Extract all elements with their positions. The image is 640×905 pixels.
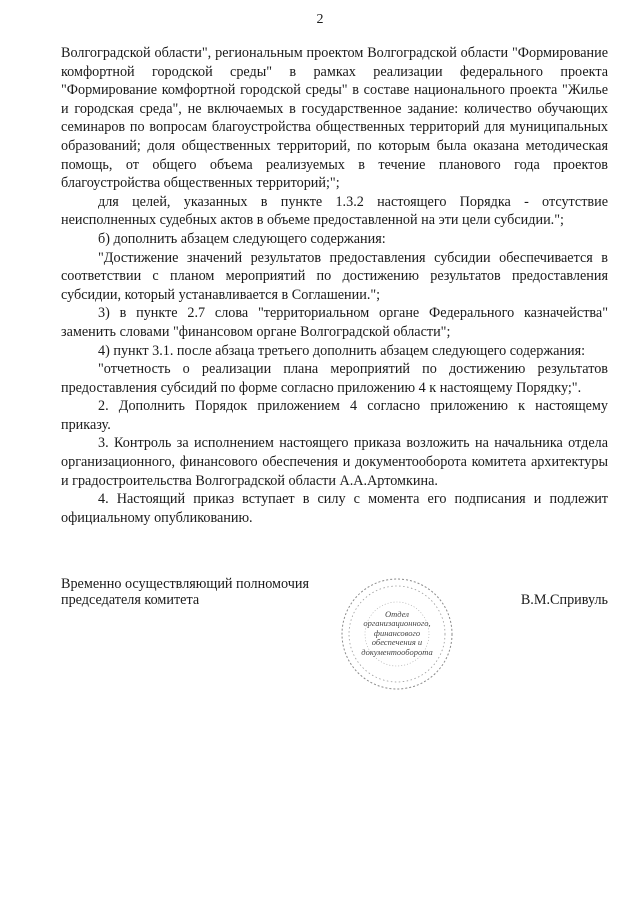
stamp-line: обеспечения и <box>371 637 423 648</box>
paragraph: 3. Контроль за исполнением настоящего приказа возложить на начальника отдела организационного, финансового обеспечения и документооборота комитета архитектуры и градостроительства Волгоградской области А.А.Артомкина. <box>61 435 608 489</box>
stamp-text <box>339 610 455 657</box>
paragraph: "отчетность о реализации плана мероприятий по достижению результатов предоставления субсидий по форме согласно приложению 4 к настоящему Порядку;". <box>61 361 608 396</box>
stamp-line: организационного, <box>363 618 431 629</box>
paragraph: б) дополнить абзацем следующего содержания: <box>98 230 386 247</box>
paragraph: 4. Настоящий приказ вступает в силу с момента его подписания и подлежит официальному опубликованию. <box>61 491 608 526</box>
stamp-line: Отдел <box>385 609 409 619</box>
signatory-position-line: председателя комитета <box>61 592 200 608</box>
paragraph: Волгоградской области", региональным проектом Волгоградской области "Формирование комфортной городской среды" в рамках реализации федерального проекта "Формирование комфортной городской среды" в составе национального проекта "Жилье и городская среда", не включаемых в государственное задание: количество обучающих семинаров по вопросам благоустройства общественных территорий для муниципальных образований; доля общественных территорий, по которым была оказана методическая помощь, от общего объема реализуемых в течение планового года проектов благоустройства общественных территорий;"; <box>61 45 608 192</box>
paragraph: 2. Дополнить Порядок приложением 4 согласно приложению к настоящему приказу. <box>61 398 608 433</box>
page-number: 2 <box>316 12 324 27</box>
signatory-position-line: Временно осуществляющий полномочия <box>61 576 310 592</box>
stamp-line: финансового <box>373 627 421 638</box>
paragraph: для целей, указанных в пункте 1.3.2 настоящего Порядка - отсутствие неисполненных судебных актов в объеме предоставленной на эти цели субсидии."; <box>61 193 608 229</box>
paragraph: 3) в пункте 2.7 слова "территориальном органе Федерального казначейства" заменить словами "финансовом органе Волгоградской области"; <box>61 305 608 340</box>
document-body <box>61 44 608 527</box>
signatory-position <box>61 576 309 608</box>
signatory-name: В.М.Спривуль <box>520 592 608 608</box>
paragraph: "Достижение значений результатов предоставления субсидии обеспечивается в соответствии с планом мероприятий по достижению результатов предоставления субсидии, который устанавливается в Соглашении."; <box>61 249 608 303</box>
stamp-line: документооборота <box>361 646 433 657</box>
department-stamp <box>339 576 455 692</box>
paragraph: 4) пункт 3.1. после абзаца третьего дополнить абзацем следующего содержания: <box>98 342 586 359</box>
